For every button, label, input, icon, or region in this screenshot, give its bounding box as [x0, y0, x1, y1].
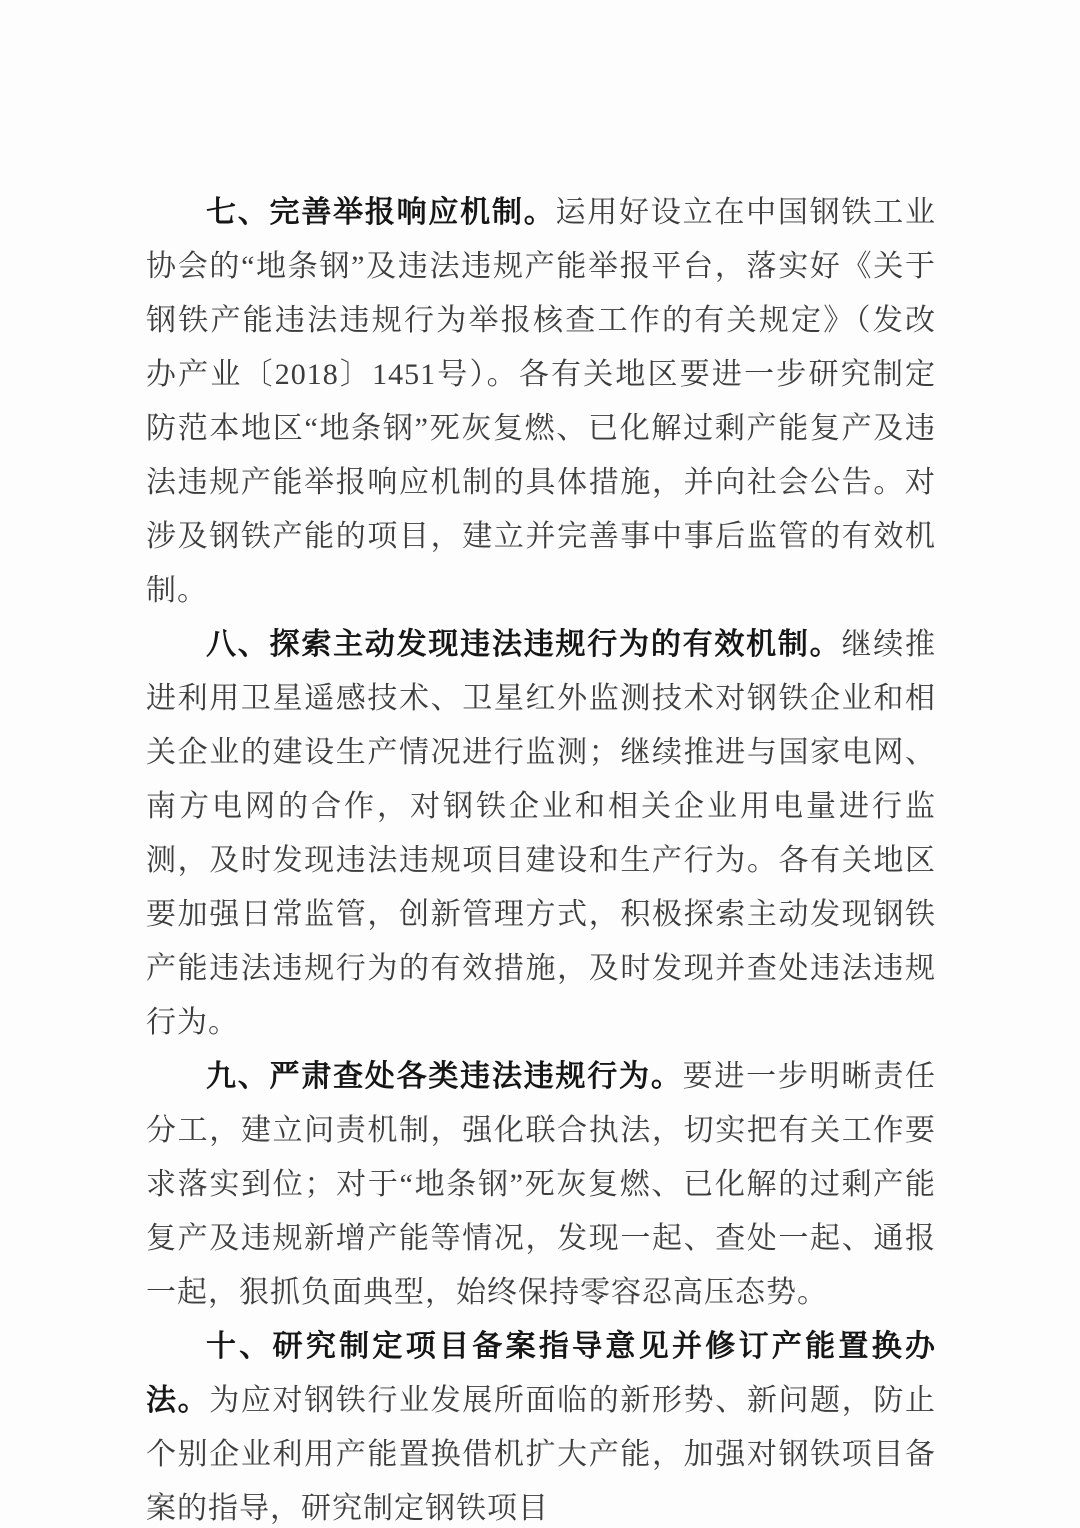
paragraph-9-heading: 九、严肃查处各类违法违规行为。	[206, 1060, 683, 1093]
paragraph-8-body: 继续推进利用卫星遥感技术、卫星红外监测技术对钢铁企业和相关企业的建设生产情况进行监测；继续推进与国家电网、南方电网的合作，对钢铁企业和相关企业用电量进行监测，及时发现违法违规项目建设和生产行为。各有关地区要加强日常监管，创新管理方式，积极探索主动发现钢铁产能违法违规行为的有效措施，及时发现并查处违法违规行为。	[146, 628, 937, 1039]
paragraph-10-heading: 十、研究制定项目备案指导意见并修订产能置换办法。	[146, 1330, 936, 1417]
paragraph-8	[146, 618, 936, 1050]
paragraph-7-body: 运用好设立在中国钢铁工业协会的“地条钢”及违法违规产能举报平台，落实好《关于钢铁产能违法违规行为举报核查工作的有关规定》（发改办产业〔2018〕1451号）。各有关地区要进一步研究制定防范本地区“地条钢”死灰复燃、已化解过剩产能复产及违法违规产能举报响应机制的具体措施，并向社会公告。对涉及钢铁产能的项目，建立并完善事中事后监管的有效机制。	[146, 196, 936, 607]
document-text-block	[146, 186, 936, 1528]
paragraph-7-heading: 七、完善举报响应机制。	[206, 196, 556, 229]
paragraph-8-heading: 八、探索主动发现违法违规行为的有效机制。	[206, 628, 842, 661]
paragraph-9	[146, 1050, 936, 1320]
paragraph-10	[146, 1320, 936, 1528]
paragraph-9-body: 要进一步明晰责任分工，建立问责机制，强化联合执法，切实把有关工作要求落实到位；对于“地条钢”死灰复燃、已化解的过剩产能复产及违规新增产能等情况，发现一起、查处一起、通报一起，狠抓负面典型，始终保持零容忍高压态势。	[146, 1060, 937, 1309]
paragraph-7	[146, 186, 936, 618]
paragraph-10-body: 为应对钢铁行业发展所面临的新形势、新问题，防止个别企业利用产能置换借机扩大产能，加强对钢铁项目备案的指导，研究制定钢铁项目	[146, 1384, 936, 1525]
